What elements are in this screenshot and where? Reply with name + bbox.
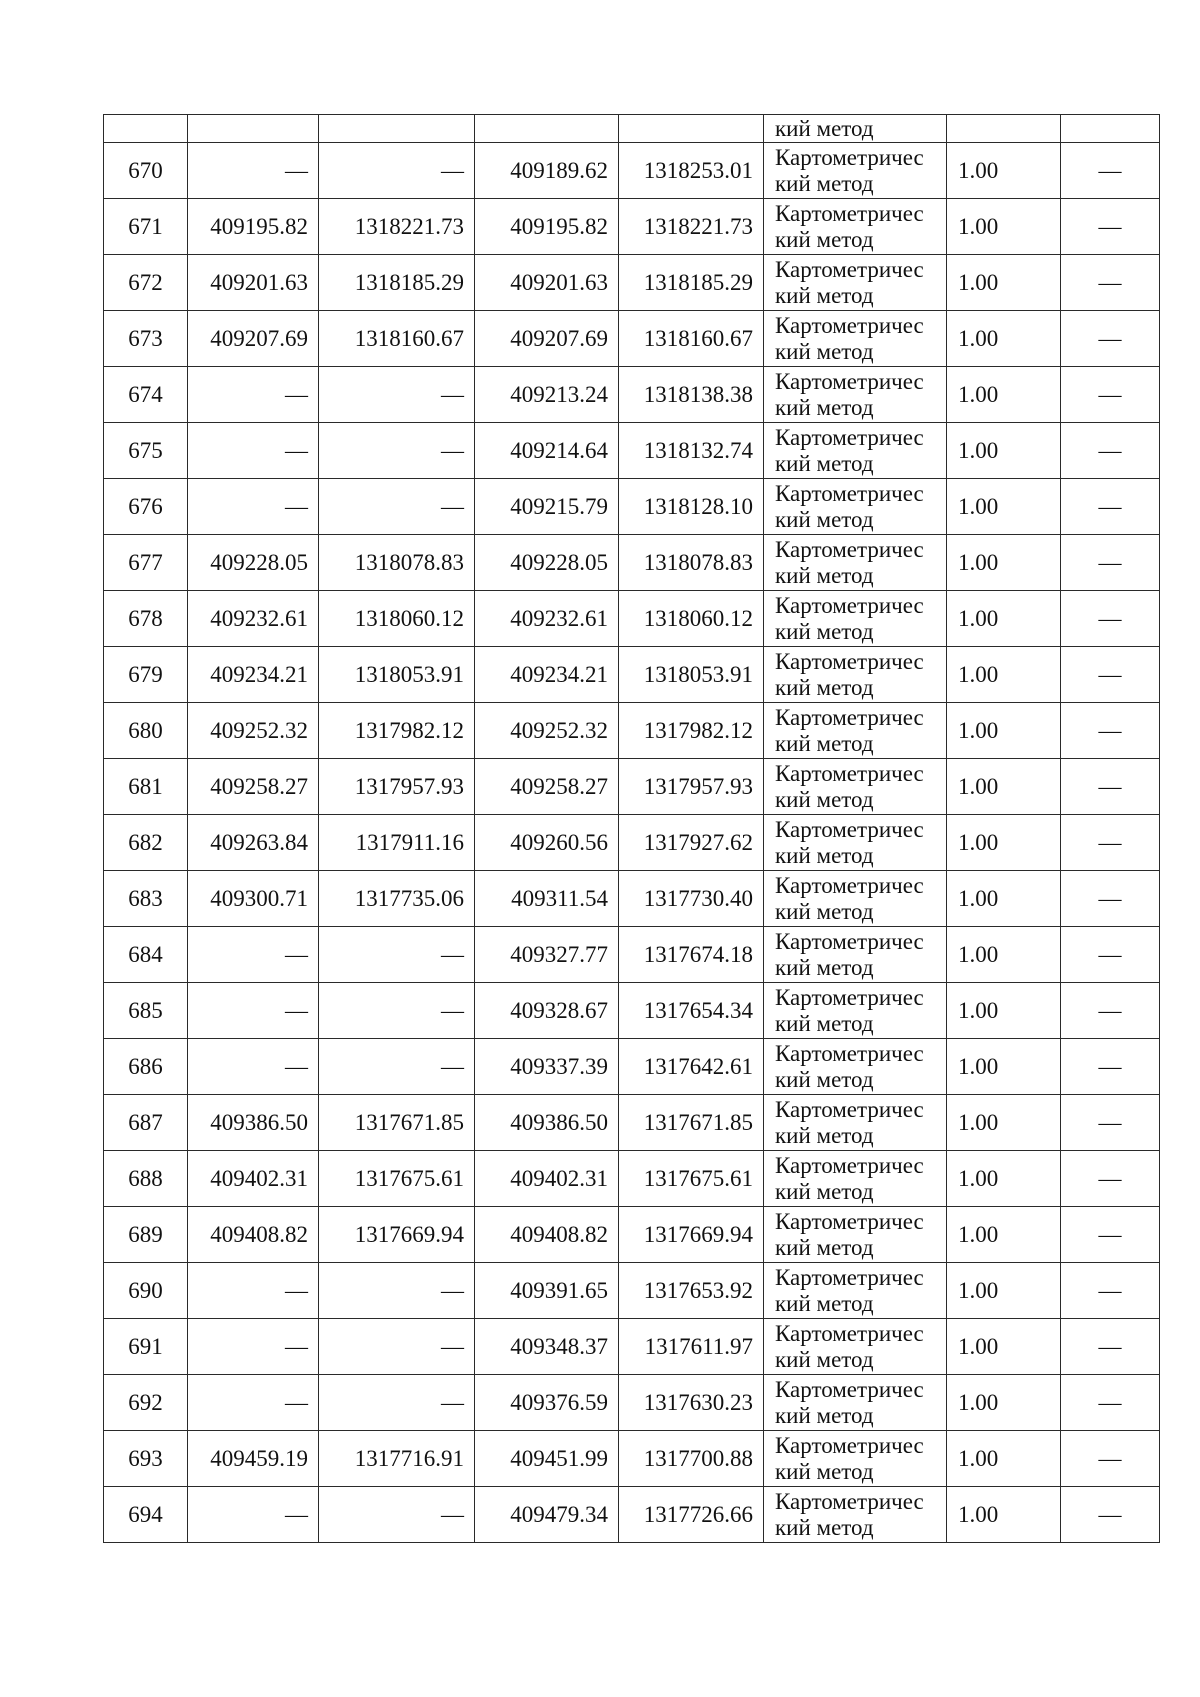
table-row	[104, 1039, 1160, 1095]
cell-method	[764, 591, 947, 647]
cell-method	[764, 815, 947, 871]
cell-number: 687	[104, 1095, 188, 1151]
cell-note: —	[1061, 1263, 1160, 1319]
cell-y-new: 1318132.74	[619, 423, 764, 479]
table-row	[104, 647, 1160, 703]
cell-y-new: 1317927.62	[619, 815, 764, 871]
cell-y-existing: 1317675.61	[319, 1151, 475, 1207]
cell-x-new: 409408.82	[475, 1207, 619, 1263]
cell-accuracy: 1.00	[947, 1151, 1061, 1207]
cell-note: —	[1061, 479, 1160, 535]
cell-x-existing: 409402.31	[188, 1151, 319, 1207]
table-row	[104, 1095, 1160, 1151]
cell-x-new: 409195.82	[475, 199, 619, 255]
cell-y-new: 1317654.34	[619, 983, 764, 1039]
cell-x-existing: —	[188, 983, 319, 1039]
cell-y-existing: —	[319, 1375, 475, 1431]
method-line-1: Картометричес	[775, 200, 924, 226]
cell-number: 678	[104, 591, 188, 647]
cell-x-new: 409201.63	[475, 255, 619, 311]
cell-y-existing: —	[319, 927, 475, 983]
cell-method	[764, 367, 947, 423]
cell-number: 681	[104, 759, 188, 815]
cell-y-new: 1317726.66	[619, 1487, 764, 1543]
cell-x-existing: 409300.71	[188, 871, 319, 927]
cell-number: 671	[104, 199, 188, 255]
table-row	[104, 199, 1160, 255]
method-line-1: Картометричес	[775, 1320, 924, 1346]
cell-accuracy: 1.00	[947, 1487, 1061, 1543]
method-line-1: Картометричес	[775, 1040, 924, 1066]
cell-accuracy: 1.00	[947, 1431, 1061, 1487]
cell-note: —	[1061, 143, 1160, 199]
cell-y-new: 1317957.93	[619, 759, 764, 815]
method-line-2: кий метод	[775, 1234, 874, 1260]
method-line-2: кий метод	[775, 338, 874, 364]
cell-note: —	[1061, 1319, 1160, 1375]
cell-method	[764, 255, 947, 311]
cell-x-new: 409348.37	[475, 1319, 619, 1375]
cell-method	[764, 871, 947, 927]
cell-x-new: 409376.59	[475, 1375, 619, 1431]
cell-note: —	[1061, 367, 1160, 423]
cell-x-existing: 409207.69	[188, 311, 319, 367]
cell-note: —	[1061, 1207, 1160, 1263]
table-row	[104, 255, 1160, 311]
cell-number: 692	[104, 1375, 188, 1431]
method-line-1: Картометричес	[775, 424, 924, 450]
cell-note: —	[1061, 1431, 1160, 1487]
cell-accuracy: 1.00	[947, 423, 1061, 479]
cell-method	[764, 1039, 947, 1095]
cell-x-existing: —	[188, 1263, 319, 1319]
cell-note: —	[1061, 591, 1160, 647]
cell-method	[764, 983, 947, 1039]
cell-x-new: 409228.05	[475, 535, 619, 591]
cell-x-new: 409214.64	[475, 423, 619, 479]
table-row	[104, 927, 1160, 983]
cell-x-existing: —	[188, 1487, 319, 1543]
cell-method	[764, 1207, 947, 1263]
cell-accuracy: 1.00	[947, 1319, 1061, 1375]
cell-method	[764, 311, 947, 367]
cell-x-existing	[188, 115, 319, 143]
cell-y-existing: 1318221.73	[319, 199, 475, 255]
cell-accuracy: 1.00	[947, 1039, 1061, 1095]
cell-y-new: 1318060.12	[619, 591, 764, 647]
cell-note: —	[1061, 1375, 1160, 1431]
cell-y-new: 1317669.94	[619, 1207, 764, 1263]
method-line-2: кий метод	[775, 1458, 874, 1484]
cell-x-new: 409189.62	[475, 143, 619, 199]
cell-y-existing: 1318053.91	[319, 647, 475, 703]
cell-x-new: 409451.99	[475, 1431, 619, 1487]
method-line-1: Картометричес	[775, 144, 924, 170]
cell-number: 675	[104, 423, 188, 479]
continuation-row	[104, 115, 1160, 143]
cell-method	[764, 703, 947, 759]
cell-x-new: 409207.69	[475, 311, 619, 367]
cell-accuracy: 1.00	[947, 1207, 1061, 1263]
cell-number: 690	[104, 1263, 188, 1319]
cell-y-new: 1317700.88	[619, 1431, 764, 1487]
method-line-1: Картометричес	[775, 872, 924, 898]
method-line-1: Картометричес	[775, 312, 924, 338]
method-line-1: Картометричес	[775, 1096, 924, 1122]
method-line-1: Картометричес	[775, 1376, 924, 1402]
cell-accuracy: 1.00	[947, 143, 1061, 199]
cell-y-new: 1318138.38	[619, 367, 764, 423]
table-row	[104, 759, 1160, 815]
table-row	[104, 367, 1160, 423]
cell-y-existing: 1318160.67	[319, 311, 475, 367]
method-line-2: кий метод	[775, 1290, 874, 1316]
method-line-2: кий метод	[775, 1010, 874, 1036]
cell-y-existing: —	[319, 479, 475, 535]
cell-number: 691	[104, 1319, 188, 1375]
method-line-2: кий метод	[775, 506, 874, 532]
cell-method	[764, 1263, 947, 1319]
cell-y-new: 1317675.61	[619, 1151, 764, 1207]
method-line-1: Картометричес	[775, 1432, 924, 1458]
method-line-2: кий метод	[775, 618, 874, 644]
cell-x-existing: 409228.05	[188, 535, 319, 591]
cell-accuracy: 1.00	[947, 1263, 1061, 1319]
method-line-2: кий метод	[775, 394, 874, 420]
method-line-1: Картометричес	[775, 1264, 924, 1290]
cell-note: —	[1061, 871, 1160, 927]
cell-number: 684	[104, 927, 188, 983]
table-row	[104, 1487, 1160, 1543]
cell-number: 689	[104, 1207, 188, 1263]
cell-number: 682	[104, 815, 188, 871]
cell-y-new: 1318221.73	[619, 199, 764, 255]
cell-x-new: 409337.39	[475, 1039, 619, 1095]
cell-note: —	[1061, 1151, 1160, 1207]
cell-y-existing: 1317669.94	[319, 1207, 475, 1263]
method-line-1: Картометричес	[775, 1208, 924, 1234]
cell-x-existing: —	[188, 927, 319, 983]
cell-accuracy: 1.00	[947, 367, 1061, 423]
cell-x-new: 409311.54	[475, 871, 619, 927]
table-row	[104, 1207, 1160, 1263]
table-row	[104, 703, 1160, 759]
cell-accuracy: 1.00	[947, 255, 1061, 311]
cell-x-existing: 409195.82	[188, 199, 319, 255]
cell-method	[764, 143, 947, 199]
cell-y-existing: 1317957.93	[319, 759, 475, 815]
cell-x-existing: —	[188, 479, 319, 535]
table-row	[104, 535, 1160, 591]
method-line-1: Картометричес	[775, 816, 924, 842]
cell-number: 683	[104, 871, 188, 927]
cell-note	[1061, 115, 1160, 143]
cell-note: —	[1061, 927, 1160, 983]
cell-number: 693	[104, 1431, 188, 1487]
cell-y-new	[619, 115, 764, 143]
method-line-1: Картометричес	[775, 1488, 924, 1514]
method-line-1: Картометричес	[775, 480, 924, 506]
cell-x-existing: 409258.27	[188, 759, 319, 815]
cell-y-new: 1317642.61	[619, 1039, 764, 1095]
method-line-2: кий метод	[775, 282, 874, 308]
cell-number: 685	[104, 983, 188, 1039]
cell-x-existing: —	[188, 1319, 319, 1375]
table-row	[104, 1319, 1160, 1375]
table-row	[104, 479, 1160, 535]
cell-y-existing: 1317671.85	[319, 1095, 475, 1151]
cell-y-new: 1318053.91	[619, 647, 764, 703]
cell-accuracy	[947, 115, 1061, 143]
cell-note: —	[1061, 1487, 1160, 1543]
table-row	[104, 143, 1160, 199]
cell-x-new: 409252.32	[475, 703, 619, 759]
method-line-1: Картометричес	[775, 536, 924, 562]
cell-y-existing: —	[319, 983, 475, 1039]
cell-note: —	[1061, 647, 1160, 703]
cell-accuracy: 1.00	[947, 983, 1061, 1039]
cell-number: 677	[104, 535, 188, 591]
method-line-2: кий метод	[775, 730, 874, 756]
cell-y-existing: —	[319, 1319, 475, 1375]
cell-y-existing: —	[319, 143, 475, 199]
coordinates-table	[103, 114, 1160, 1543]
cell-accuracy: 1.00	[947, 927, 1061, 983]
cell-y-existing: 1318185.29	[319, 255, 475, 311]
cell-y-existing: 1318078.83	[319, 535, 475, 591]
cell-note: —	[1061, 311, 1160, 367]
cell-method	[764, 1431, 947, 1487]
cell-y-existing: 1317982.12	[319, 703, 475, 759]
cell-x-new	[475, 115, 619, 143]
cell-accuracy: 1.00	[947, 647, 1061, 703]
method-line-2: кий метод	[775, 786, 874, 812]
cell-x-new: 409234.21	[475, 647, 619, 703]
cell-x-new: 409258.27	[475, 759, 619, 815]
cell-x-existing: —	[188, 423, 319, 479]
cell-y-existing: 1317735.06	[319, 871, 475, 927]
cell-x-new: 409386.50	[475, 1095, 619, 1151]
cell-y-new: 1317674.18	[619, 927, 764, 983]
cell-x-existing: —	[188, 143, 319, 199]
cell-number: 694	[104, 1487, 188, 1543]
method-line-1: Картометричес	[775, 704, 924, 730]
table-row	[104, 1431, 1160, 1487]
method-line-2: кий метод	[775, 954, 874, 980]
table-row	[104, 871, 1160, 927]
cell-number	[104, 115, 188, 143]
cell-y-new: 1318160.67	[619, 311, 764, 367]
method-line-1: Картометричес	[775, 760, 924, 786]
cell-accuracy: 1.00	[947, 703, 1061, 759]
cell-note: —	[1061, 759, 1160, 815]
cell-number: 680	[104, 703, 188, 759]
cell-note: —	[1061, 815, 1160, 871]
cell-note: —	[1061, 1095, 1160, 1151]
cell-y-new: 1318078.83	[619, 535, 764, 591]
method-line-1: Картометричес	[775, 984, 924, 1010]
cell-x-existing: 409232.61	[188, 591, 319, 647]
cell-x-existing: 409201.63	[188, 255, 319, 311]
method-line-2: кий метод	[775, 562, 874, 588]
cell-x-existing: 409386.50	[188, 1095, 319, 1151]
cell-y-new: 1317671.85	[619, 1095, 764, 1151]
cell-number: 686	[104, 1039, 188, 1095]
table-row	[104, 311, 1160, 367]
cell-accuracy: 1.00	[947, 311, 1061, 367]
cell-y-new: 1318128.10	[619, 479, 764, 535]
table-row	[104, 423, 1160, 479]
cell-x-new: 409260.56	[475, 815, 619, 871]
cell-x-existing: —	[188, 1375, 319, 1431]
cell-x-existing: —	[188, 367, 319, 423]
cell-accuracy: 1.00	[947, 479, 1061, 535]
cell-y-new: 1317982.12	[619, 703, 764, 759]
cell-accuracy: 1.00	[947, 759, 1061, 815]
cell-accuracy: 1.00	[947, 535, 1061, 591]
method-line-2: кий метод	[775, 1514, 874, 1540]
table-row	[104, 1151, 1160, 1207]
cell-note: —	[1061, 199, 1160, 255]
cell-y-existing: —	[319, 1263, 475, 1319]
cell-note: —	[1061, 255, 1160, 311]
method-line-2: кий метод	[775, 450, 874, 476]
table-row	[104, 1375, 1160, 1431]
cell-y-existing	[319, 115, 475, 143]
method-line-2: кий метод	[775, 1122, 874, 1148]
cell-accuracy: 1.00	[947, 591, 1061, 647]
cell-number: 674	[104, 367, 188, 423]
cell-number: 679	[104, 647, 188, 703]
table-body	[104, 115, 1160, 1543]
cell-y-existing: —	[319, 1039, 475, 1095]
method-line-2: кий метод	[775, 842, 874, 868]
cell-note: —	[1061, 423, 1160, 479]
cell-y-new: 1317653.92	[619, 1263, 764, 1319]
cell-y-new: 1317630.23	[619, 1375, 764, 1431]
method-line-2: кий метод	[775, 898, 874, 924]
cell-x-existing: 409234.21	[188, 647, 319, 703]
cell-accuracy: 1.00	[947, 871, 1061, 927]
cell-method	[764, 479, 947, 535]
table-row	[104, 1263, 1160, 1319]
cell-number: 688	[104, 1151, 188, 1207]
cell-method	[764, 423, 947, 479]
cell-method	[764, 647, 947, 703]
method-line-2: кий метод	[775, 1346, 874, 1372]
method-line-2: кий метод	[775, 1402, 874, 1428]
cell-method	[764, 535, 947, 591]
cell-method: кий метод	[764, 115, 947, 143]
cell-x-new: 409479.34	[475, 1487, 619, 1543]
cell-number: 673	[104, 311, 188, 367]
cell-number: 670	[104, 143, 188, 199]
cell-method	[764, 1319, 947, 1375]
cell-y-existing: 1317716.91	[319, 1431, 475, 1487]
cell-y-existing: 1317911.16	[319, 815, 475, 871]
cell-x-new: 409402.31	[475, 1151, 619, 1207]
cell-y-existing: —	[319, 367, 475, 423]
cell-note: —	[1061, 535, 1160, 591]
cell-x-existing: 409408.82	[188, 1207, 319, 1263]
method-line-2: кий метод	[775, 226, 874, 252]
method-line-2: кий метод	[775, 1178, 874, 1204]
cell-note: —	[1061, 703, 1160, 759]
method-line-1: Картометричес	[775, 592, 924, 618]
method-line-2: кий метод	[775, 674, 874, 700]
cell-method	[764, 199, 947, 255]
cell-method	[764, 1151, 947, 1207]
cell-x-new: 409327.77	[475, 927, 619, 983]
cell-x-existing: —	[188, 1039, 319, 1095]
method-line-1: Картометричес	[775, 368, 924, 394]
cell-x-existing: 409459.19	[188, 1431, 319, 1487]
cell-y-new: 1317730.40	[619, 871, 764, 927]
method-line-1: Картометричес	[775, 256, 924, 282]
cell-method	[764, 1375, 947, 1431]
cell-y-existing: 1318060.12	[319, 591, 475, 647]
method-line-2: кий метод	[775, 170, 874, 196]
method-line-1: Картометричес	[775, 928, 924, 954]
cell-note: —	[1061, 1039, 1160, 1095]
cell-x-new: 409232.61	[475, 591, 619, 647]
cell-method	[764, 1095, 947, 1151]
cell-y-new: 1318185.29	[619, 255, 764, 311]
cell-method	[764, 759, 947, 815]
cell-number: 672	[104, 255, 188, 311]
cell-y-existing: —	[319, 1487, 475, 1543]
cell-note: —	[1061, 983, 1160, 1039]
table-row	[104, 815, 1160, 871]
cell-x-new: 409213.24	[475, 367, 619, 423]
method-line-1: Картометричес	[775, 648, 924, 674]
cell-method	[764, 1487, 947, 1543]
cell-y-new: 1318253.01	[619, 143, 764, 199]
cell-x-existing: 409252.32	[188, 703, 319, 759]
cell-accuracy: 1.00	[947, 815, 1061, 871]
cell-accuracy: 1.00	[947, 1095, 1061, 1151]
method-line-2: кий метод	[775, 1066, 874, 1092]
table-row	[104, 591, 1160, 647]
cell-accuracy: 1.00	[947, 1375, 1061, 1431]
cell-y-new: 1317611.97	[619, 1319, 764, 1375]
cell-method	[764, 927, 947, 983]
cell-y-existing: —	[319, 423, 475, 479]
cell-accuracy: 1.00	[947, 199, 1061, 255]
method-line-1: Картометричес	[775, 1152, 924, 1178]
cell-x-existing: 409263.84	[188, 815, 319, 871]
table-row	[104, 983, 1160, 1039]
cell-x-new: 409215.79	[475, 479, 619, 535]
cell-x-new: 409328.67	[475, 983, 619, 1039]
cell-number: 676	[104, 479, 188, 535]
cell-x-new: 409391.65	[475, 1263, 619, 1319]
